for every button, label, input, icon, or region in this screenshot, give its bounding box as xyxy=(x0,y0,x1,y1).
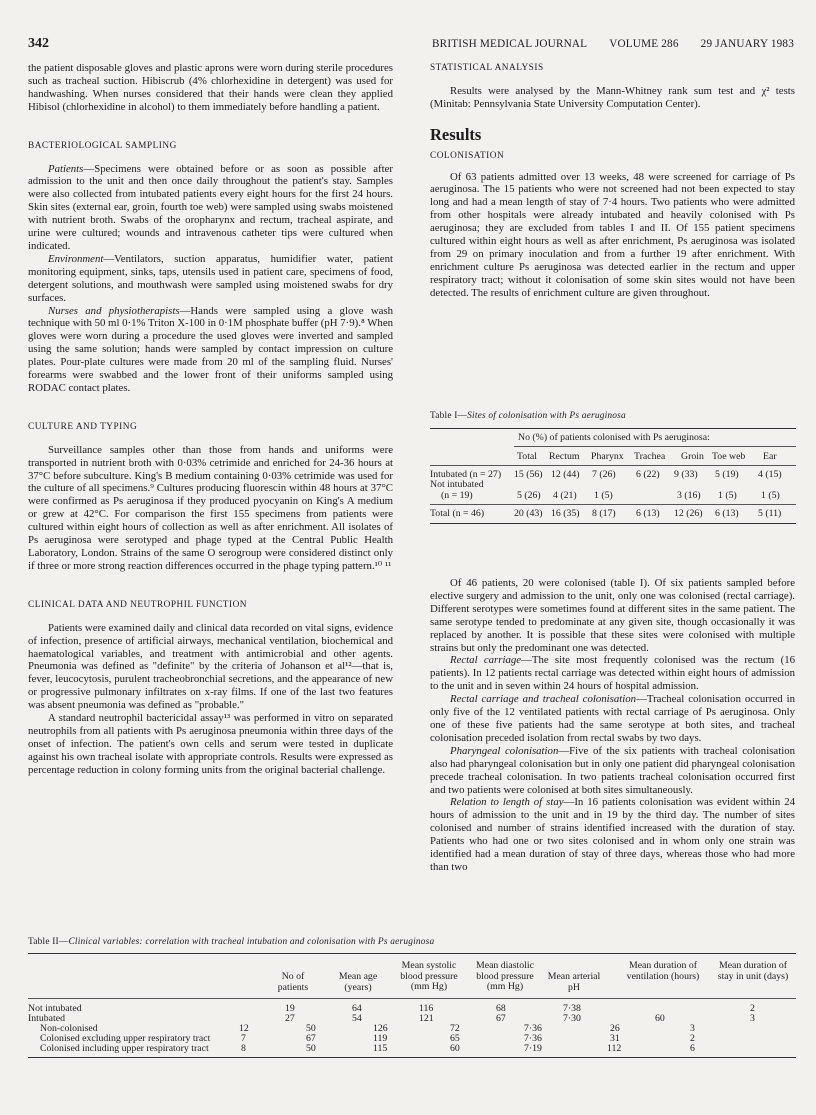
table2-cell: 7 xyxy=(241,1033,246,1044)
table2-cell: 116 xyxy=(419,1003,434,1014)
table2-cell: 3 xyxy=(750,1013,755,1024)
nurses-label: Nurses and physiotherapists xyxy=(48,304,180,317)
table2-cell: 31 xyxy=(610,1033,620,1044)
table2-cell: 68 xyxy=(496,1003,506,1014)
clinical-paragraph-2: A standard neutrophil bactericidal assay¹³ was performed in vitro on separated neutrophils from all patients with Ps aeruginosa pneumonia within three days of the onset of infection. The patient's own cells and serum were tested in duplicate against his own tracheal isolate with appropriate controls. Results were expressed as percentage reduction in colony forming units from the original bacterial challenge. xyxy=(28,712,393,776)
colonised-paragraph: Of 46 patients, 20 were colonised (table I). Of six patients sampled before elective surgery and admission to the unit, only one was colonised (rectal carriage). Different serotypes were sometimes found at different sites in the same patient. The same serotype tended to predominate at any given site, though occasionally it was replaced by another. It is possible that these sites were colonised with multiple strains but only the predominant one was detected. xyxy=(430,577,795,654)
table1-cell: 4 (21) xyxy=(553,490,577,501)
results-heading: Results xyxy=(430,124,482,144)
table1-cell: 15 (56) xyxy=(514,469,543,480)
table1-caption-text: Sites of colonisation with Ps aeruginosa xyxy=(467,411,626,421)
table2-cell: 12 xyxy=(239,1023,249,1034)
pharyngeal-colonisation-label: Pharyngeal colonisation xyxy=(450,744,559,757)
table2-caption-text: Clinical variables: correlation with tracheal intubation and colonisation with Ps aeruginosa xyxy=(68,937,435,947)
table2-col-no-patients: No of patients xyxy=(277,971,309,993)
table2-cell: 7·36 xyxy=(524,1023,542,1034)
table2-cell: 115 xyxy=(373,1043,388,1054)
section-heading-clinical-data: CLINICAL DATA AND NEUTROPHIL FUNCTION xyxy=(28,599,248,610)
table1-row-label: Not intubated xyxy=(430,479,484,490)
tracheal-colonisation-text: —Tracheal colonisation occurred in only five of the 12 ventilated patients with rectal carriage of Ps aeruginosa. Only one of these five patients had the same serotype at both sites, and tracheal colonisation preceded isolation from rectal swabs by two days. xyxy=(430,693,795,744)
table1-cell: 5 (11) xyxy=(758,508,782,519)
table1-cell: 1 (5) xyxy=(718,490,737,501)
environment-label: Environment xyxy=(48,252,104,265)
table2-cell: 3 xyxy=(690,1023,695,1034)
table2-cell: 119 xyxy=(373,1033,388,1044)
table1-caption-label: Table I— xyxy=(430,411,468,421)
table2-cell: 65 xyxy=(450,1033,460,1044)
clinical-paragraph-1: Patients were examined daily and clinical data recorded on vital signs, evidence of infection, presence of artificial airways, mechanical ventilation, biochemical and haematological variables, and treatment with antimicrobial and other agents. Pneumonia was defined as "definite" by the criteria of Johanson et al¹²—that is, fever, leucocytosis, purulent tracheobronchial secretions, and the appearance of new or progressive pulmonary infiltrates on x-ray films. If one of the last two features was absent pneumonia was defined as "probable." xyxy=(28,621,393,712)
table2-cell: 6 xyxy=(690,1043,695,1054)
table2-col-mean-age: Mean age (years) xyxy=(338,971,378,993)
table2-cell: 26 xyxy=(610,1023,620,1034)
tracheal-colonisation-label: Rectal carriage and tracheal colonisation xyxy=(450,693,637,706)
table2-col-arterial-ph: Mean arterial pH xyxy=(547,971,601,993)
rectal-carriage-label: Rectal carriage xyxy=(450,654,522,667)
length-of-stay-label: Relation to length of stay xyxy=(450,796,564,809)
table1-col-groin: Groin xyxy=(681,451,704,462)
table2-row-label: Not intubated xyxy=(28,1003,82,1014)
table2-cell: 67 xyxy=(496,1013,506,1024)
table2-cell: 7·36 xyxy=(524,1033,542,1044)
section-heading-colonisation: COLONISATION xyxy=(430,150,505,161)
colonisation-paragraph: Of 63 patients admitted over 13 weeks, 48 were screened for carriage of Ps aeruginosa. The 15 patients who were not screened had not been expected to stay long and had a mean length of stay of 7·4 hours. Two patients who were admitted from other hospitals were already intubated and heavily colonised with Ps aeruginosa; they are excluded from tables I and II. Of 155 patient specimens cultured within eight hours as well as after enrichment, Ps aeruginosa was isolated from 29 on primary inoculation and from a further 19 after enrichment. With enrichment culture Ps aeruginosa was detected earlier in the rectum and upper respiratory tract; without it colonisation of some skin sites would not have been detected. The results of enrichment culture are given throughout. xyxy=(430,170,795,299)
section-heading-bacteriological-sampling: BACTERIOLOGICAL SAMPLING xyxy=(28,140,177,151)
issue-date: 29 JANUARY 1983 xyxy=(700,38,794,50)
table1-col-rectum: Rectum xyxy=(549,451,580,462)
table2-cell: 67 xyxy=(306,1033,316,1044)
table2-cell: 2 xyxy=(750,1003,755,1014)
table1-spanner: No (%) of patients colonised with Ps aeruginosa: xyxy=(518,432,710,443)
table2-cell: 121 xyxy=(419,1013,434,1024)
table2-cell: 64 xyxy=(352,1003,362,1014)
methods-intro-paragraph: the patient disposable gloves and plastic aprons were worn during sterile procedures such as tracheal suction. Hibiscrub (4% chlorhexidine in detergent) was used for handwashing. When nurses considered that their hands were clean they applied Hibisol (chlorhexidine in alcohol) to them immediately before handling a patient. xyxy=(28,62,393,113)
table1-cell: 12 (44) xyxy=(551,469,580,480)
table1-cell: 16 (35) xyxy=(551,508,580,519)
table1-cell: 6 (13) xyxy=(715,508,739,519)
table2-row-label: Non-colonised xyxy=(40,1023,98,1034)
table1-col-trachea: Trachea xyxy=(634,451,666,462)
section-heading-culture-and-typing: CULTURE AND TYPING xyxy=(28,421,138,432)
table2-cell: 50 xyxy=(306,1043,316,1054)
table1-row-label: (n = 19) xyxy=(441,490,473,501)
table1-cell: 20 (43) xyxy=(514,508,543,519)
table2-row-label: Intubated xyxy=(28,1013,65,1024)
table1-cell: 6 (22) xyxy=(636,469,660,480)
table2-cell: 7·38 xyxy=(563,1003,581,1014)
table2-cell: 19 xyxy=(285,1003,295,1014)
table2-col-systolic: Mean systolic blood pressure (mm Hg) xyxy=(400,960,458,993)
table2-body xyxy=(28,0,796,1115)
table2-cell: 60 xyxy=(450,1043,460,1054)
environment-text: —Ventilators, suction apparatus, humidifier water, patient monitoring equipment, sinks, taps, utensils used in patient care, specimens of food, detergent solutions, and mouthwash were sampled using moistened swabs for dry surfaces. xyxy=(28,252,393,304)
table1-col-toe-web: Toe web xyxy=(712,451,746,462)
table2-col-stay: Mean duration of stay in unit (days) xyxy=(717,960,789,982)
table1-col-pharynx: Pharynx xyxy=(591,451,624,462)
patients-label: Patients xyxy=(48,162,84,175)
table1-cell: 12 (26) xyxy=(674,508,703,519)
culture-paragraph: Surveillance samples other than those from hands and uniforms were transported in nutrient broth with 0·03% cetrimide and enriched for 24-36 hours at 37°C before subculture. King's B medium containing 0·03% cetrimide was used for the culture of all specimens.⁹ Cultures producing fluorescin within 48 hours at 37°C were confirmed as Ps aeruginosa if they produced pyocyanin on King's A medium or grew at 42°C. For comparison the first 155 specimens from patients were cultured within eight hours of collection as well as after enrichment. All isolates of Ps aeruginosa were serotyped and phage typed at the Central Public Health Laboratory, London. Strains of the same O serogroup were considered distinct only if three or more strong reaction differences occurred in the phage typing pattern.¹⁰ ¹¹ xyxy=(28,443,393,572)
section-heading-statistical-analysis: STATISTICAL ANALYSIS xyxy=(430,63,544,73)
length-of-stay-text: —In 16 patients colonisation was evident within 24 hours of admission to the unit and in 19 by the third day. The number of sites colonised and number of strains identified increased with the duration of stay. Patients who had one or two sites colonised and in whom only one strain was identified had a mean duration of stay of three days, whereas those who had more than two xyxy=(430,796,795,873)
table2-cell: 54 xyxy=(352,1013,362,1024)
journal-volume: VOLUME 286 xyxy=(609,38,679,50)
table2-cell: 112 xyxy=(607,1043,622,1054)
table2-col-ventilation: Mean duration of ventilation (hours) xyxy=(626,960,700,982)
table2-cell: 7·19 xyxy=(524,1043,542,1054)
table2-row-label: Colonised excluding upper respiratory tract xyxy=(40,1033,211,1044)
table2-col-diastolic: Mean diastolic blood pressure (mm Hg) xyxy=(476,960,534,993)
table2-cell: 50 xyxy=(306,1023,316,1034)
table1-col-total: Total xyxy=(517,451,537,462)
table1-cell: 1 (5) xyxy=(594,490,613,501)
nurses-text: —Hands were sampled using a glove wash technique with 50 ml 0·1% Triton X-100 in 0·1M phosphate buffer (pH 7·9).⁸ When gloves were worn during a procedure the used gloves were inverted and sampled using the same solution; hands were sampled by contact impression on culture plates. Pour-plate cultures were made from 20 ml of the sampling fluid. Nurses' forearms were swabbed and the lower front of their uniforms sampled using RODAC contact plates. xyxy=(28,304,394,394)
table1-cell: 4 (15) xyxy=(758,469,782,480)
table1-col-ear: Ear xyxy=(763,451,777,462)
table1-row-label: Total (n = 46) xyxy=(430,508,485,519)
table2-cell: 2 xyxy=(690,1033,695,1044)
table1-cell: 9 (33) xyxy=(674,469,698,480)
table1-cell: 1 (5) xyxy=(761,490,780,501)
table1-cell: 5 (19) xyxy=(715,469,739,480)
patients-text: —Specimens were obtained before or as soon as possible after admission to the unit and then once daily throughout the patient's stay. Samples were also collected from intubated patients every eight hours for the first 24 hours. Skin sites (external ear, groin, fourth toe web) were sampled using swabs moistened with nutrient broth. Swabs of the oropharynx and rectum, tracheal aspirate, and urine were cultured; wounds and intravenous catheter tips were cultured when indicated. xyxy=(28,162,393,252)
table2-cell: 72 xyxy=(450,1023,460,1034)
table1-cell: 5 (26) xyxy=(517,490,541,501)
page-number: 342 xyxy=(28,36,49,51)
table1-cell: 8 (17) xyxy=(592,508,616,519)
table1-row-label: Intubated (n = 27) xyxy=(430,469,502,480)
table2-cell: 60 xyxy=(655,1013,665,1024)
table2-cell: 7·30 xyxy=(563,1013,581,1024)
table2-row-label: Colonised including upper respiratory tract xyxy=(40,1043,209,1054)
table1-cell: 3 (16) xyxy=(677,490,701,501)
table2-caption-label: Table II— xyxy=(28,937,69,947)
table2-cell: 27 xyxy=(285,1013,295,1024)
table2-cell: 8 xyxy=(241,1043,246,1054)
table2-bottom-rule xyxy=(28,1057,796,1058)
pharyngeal-colonisation-text: —Five of the six patients with tracheal colonisation also had pharyngeal colonisation but in only one patient did pharyngeal colonisation precede tracheal colonisation. In two patients tracheal colonisation occurred first and two patients were colonised at both sites simultaneously. xyxy=(430,744,795,796)
table1-cell: 6 (13) xyxy=(636,508,660,519)
table2-cell: 126 xyxy=(373,1023,388,1034)
table1-cell: 7 (26) xyxy=(592,469,616,480)
rectal-carriage-text: —The site most frequently colonised was the rectum (16 patients). In 12 patients rectal carriage was detected within eight hours of admission to the unit and in seven within 24 hours of hospital admission. xyxy=(430,654,795,693)
statistical-paragraph: Results were analysed by the Mann-Whitney rank sum test and χ² tests (Minitab: Pennsylvania State University Computation Center). xyxy=(430,84,795,110)
journal-title: BRITISH MEDICAL JOURNAL xyxy=(432,38,588,50)
